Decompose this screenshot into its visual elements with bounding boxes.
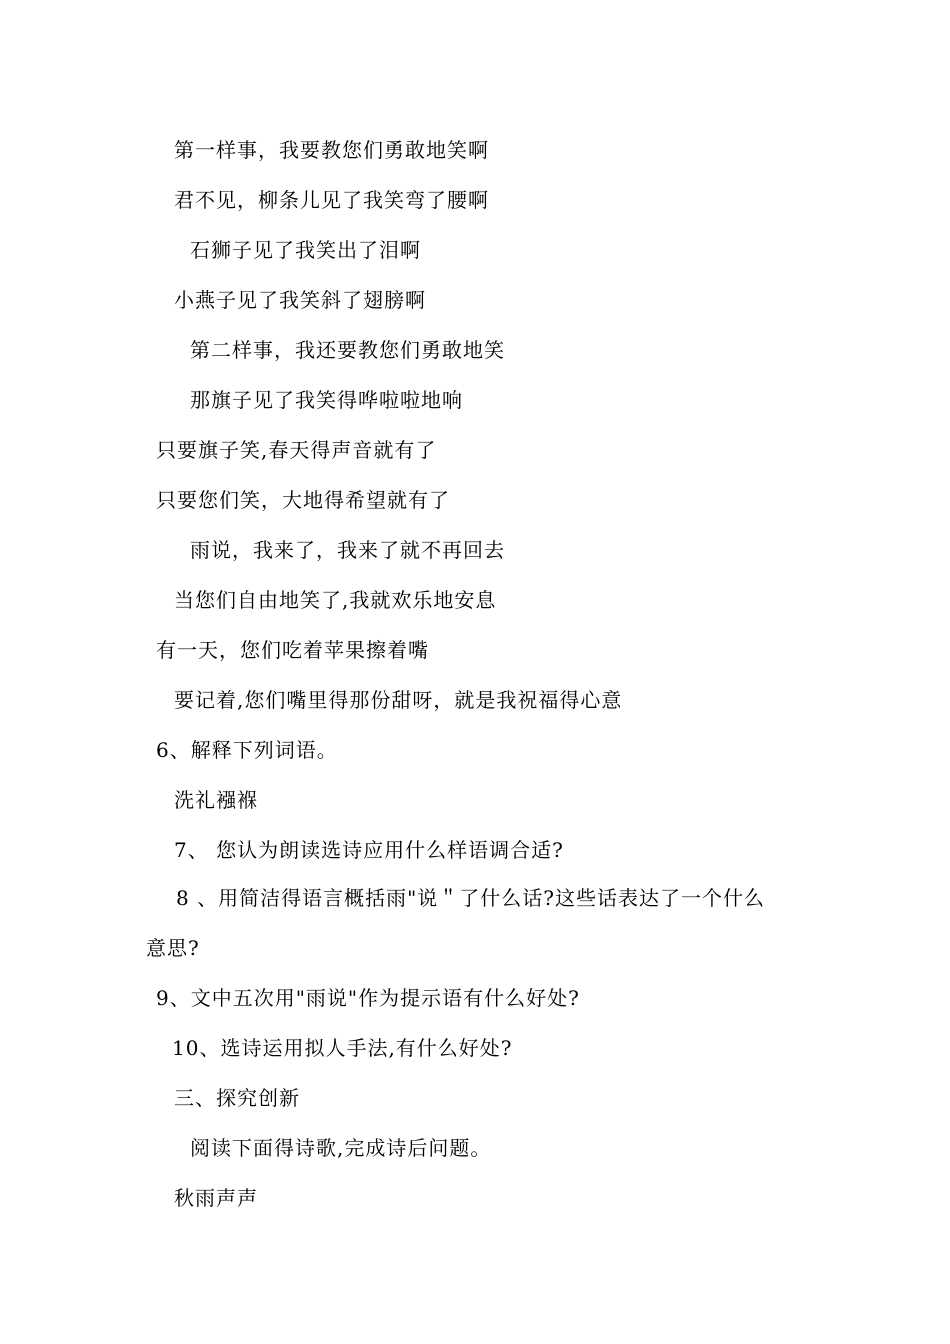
poem-line-3: 石狮子见了我笑出了泪啊 xyxy=(190,238,421,262)
question-8: 8 、用简洁得语言概括雨"说＂了什么话?这些话表达了一个什么 xyxy=(176,886,766,910)
poem-title: 秋雨声声 xyxy=(174,1186,258,1210)
poem-line-12: 要记着,您们嘴里得那份甜呀，就是我祝福得心意 xyxy=(174,688,623,712)
poem-line-7: 只要旗子笑,春天得声音就有了 xyxy=(156,438,437,462)
poem-line-5: 第二样事，我还要教您们勇敢地笑 xyxy=(190,338,505,362)
poem-line-10: 当您们自由地笑了,我就欢乐地安息 xyxy=(174,588,497,612)
poem-line-8: 只要您们笑，大地得希望就有了 xyxy=(156,488,450,512)
poem-line-6: 那旗子见了我笑得哗啦啦地响 xyxy=(190,388,463,412)
poem-line-1: 第一样事，我要教您们勇敢地笑啊 xyxy=(174,138,489,162)
question-8-continued: 意思? xyxy=(146,936,200,960)
poem-line-2: 君不见，柳条儿见了我笑弯了腰啊 xyxy=(174,188,489,212)
question-9: 9、文中五次用"雨说"作为提示语有什么好处? xyxy=(156,986,580,1010)
poem-line-11: 有一天，您们吃着苹果擦着嘴 xyxy=(156,638,429,662)
question-7: 7、 您认为朗读选诗应用什么样语调合适? xyxy=(174,838,564,862)
poem-line-9: 雨说，我来了，我来了就不再回去 xyxy=(190,538,505,562)
question-10: 10、选诗运用拟人手法,有什么好处? xyxy=(172,1036,513,1060)
question-6: 6、解释下列词语。 xyxy=(156,738,338,762)
vocab-terms: 洗礼襁褓 xyxy=(174,788,258,812)
reading-instruction: 阅读下面得诗歌,完成诗后问题。 xyxy=(190,1136,492,1160)
poem-line-4: 小燕子见了我笑斜了翅膀啊 xyxy=(174,288,426,312)
section-heading-3: 三、探究创新 xyxy=(174,1086,300,1110)
